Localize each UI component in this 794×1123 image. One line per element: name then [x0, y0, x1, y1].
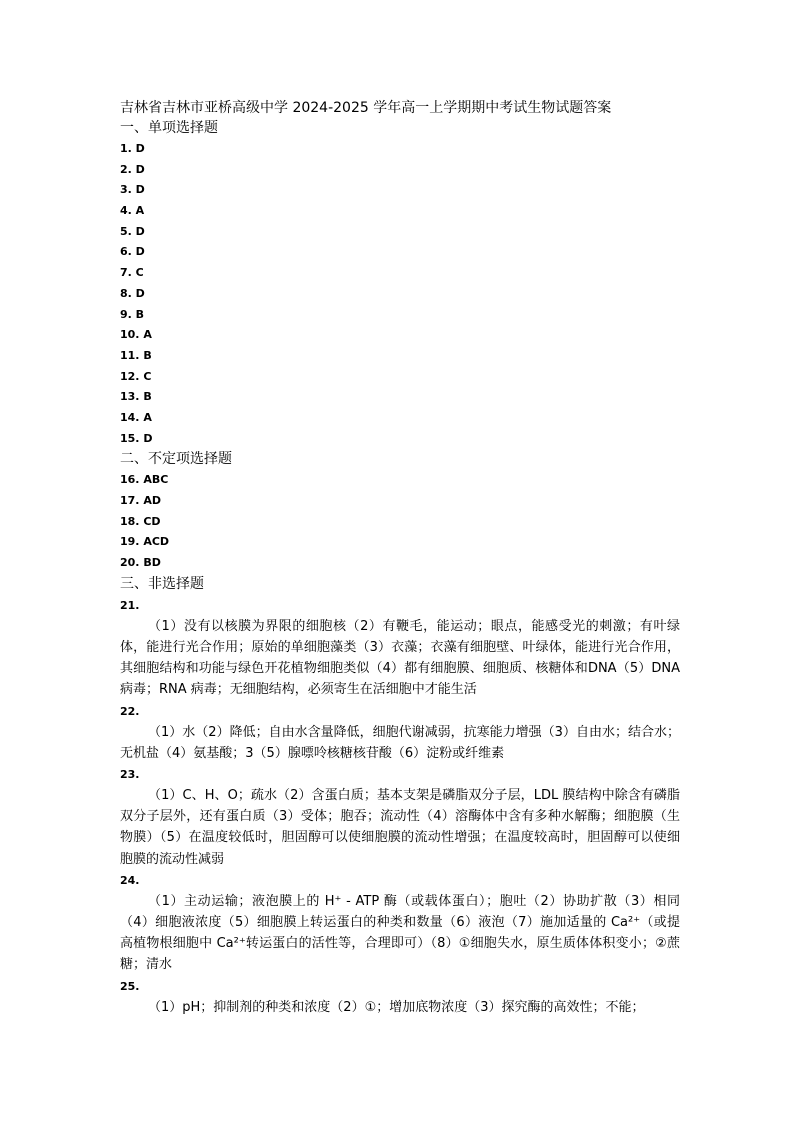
- single-choice-answer-list: [120, 139, 680, 449]
- question-answer: （1）C、H、O；疏水（2）含蛋白质；基本支架是磷脂双分子层，LDL 膜结构中除含有磷脂双分子层外，还有蛋白质（3）受体；胞吞；流动性（4）溶酶体中含有多种水解酶；细胞膜（生物膜）（5）在温度较低时，胆固醇可以使细胞膜的流动性增强；在温度较高时，胆固醇可以使细胞膜的流动性减弱: [120, 787, 680, 867]
- answer-item: 2. D: [120, 162, 145, 176]
- document-title: 吉林省吉林市亚桥高级中学 2024-2025 学年高一上学期期中考试生物试题答案: [120, 100, 612, 116]
- answer-item: 11. B: [120, 348, 152, 362]
- answer-item: 14. A: [120, 410, 152, 424]
- answer-item: 8. D: [120, 286, 145, 300]
- question-answer: （1）水（2）降低；自由水含量降低，细胞代谢减弱，抗寒能力增强（3）自由水；结合水；无机盐（4）氨基酸；3（5）腺嘌呤核糖核苷酸（6）淀粉或纤维素: [120, 724, 680, 761]
- answer-item: 1. D: [120, 142, 145, 155]
- answer-item: 3. D: [120, 183, 145, 197]
- section-heading-non-choice: 三、非选择题: [120, 575, 204, 592]
- answer-item: 5. D: [120, 224, 145, 238]
- multi-choice-answer-list: [120, 470, 680, 573]
- question-number: 22.: [120, 704, 140, 718]
- section-heading-single-choice: 一、单项选择题: [120, 120, 218, 136]
- answer-item: 18. CD: [120, 514, 161, 528]
- question-answer: （1）主动运输；液泡膜上的 H⁺ - ATP 酶（或载体蛋白）；胞吐（2）协助扩散（3）相同（4）细胞液浓度（5）细胞膜上转运蛋白的种类和数量（6）液泡（7）施加适量的 Ca²⁺（或提高植物根细胞中 Ca²⁺转运蛋白的活性等，合理即可）（8）①细胞失水，原生质体体积变小；②蔗糖；清水: [120, 893, 680, 973]
- answer-item: 4. A: [120, 204, 145, 218]
- answer-item: 6. D: [120, 245, 145, 259]
- answer-item: 13. B: [120, 390, 152, 404]
- section-heading-multi-choice: 二、不定项选择题: [120, 451, 232, 468]
- question-number: 24.: [120, 873, 140, 887]
- answer-item: 17. AD: [120, 494, 161, 507]
- answer-item: 15. D: [120, 431, 153, 445]
- answer-item: 9. B: [120, 307, 145, 321]
- question-number: 21.: [120, 598, 140, 612]
- question-number: 23.: [120, 767, 140, 781]
- answer-document: [120, 98, 680, 1018]
- question-answer: （1）没有以核膜为界限的细胞核（2）有鞭毛，能运动；眼点，能感受光的刺激；有叶绿体，能进行光合作用；原始的单细胞藻类（3）衣藻；衣藻有细胞壁、叶绿体，能进行光合作用，其细胞结构和功能与绿色开花植物细胞类似（4）都有细胞膜、细胞质、核糖体和DNA（5）DNA 病毒；RNA 病毒；无细胞结构，必须寄生在活细胞中才能生活: [120, 618, 680, 698]
- answer-item: 19. ACD: [120, 535, 170, 549]
- answer-item: 7. C: [120, 266, 144, 280]
- answer-item: 12. C: [120, 369, 152, 383]
- question-answer: （1）pH；抑制剂的种类和浓度（2）①；增加底物浓度（3）探究酶的高效性；不能；: [148, 999, 645, 1015]
- non-choice-answer-list: [120, 595, 680, 1018]
- answer-item: 20. BD: [120, 556, 161, 570]
- question-number: 25.: [120, 979, 140, 993]
- answer-item: 10. A: [120, 328, 152, 342]
- answer-item: 16. ABC: [120, 473, 169, 487]
